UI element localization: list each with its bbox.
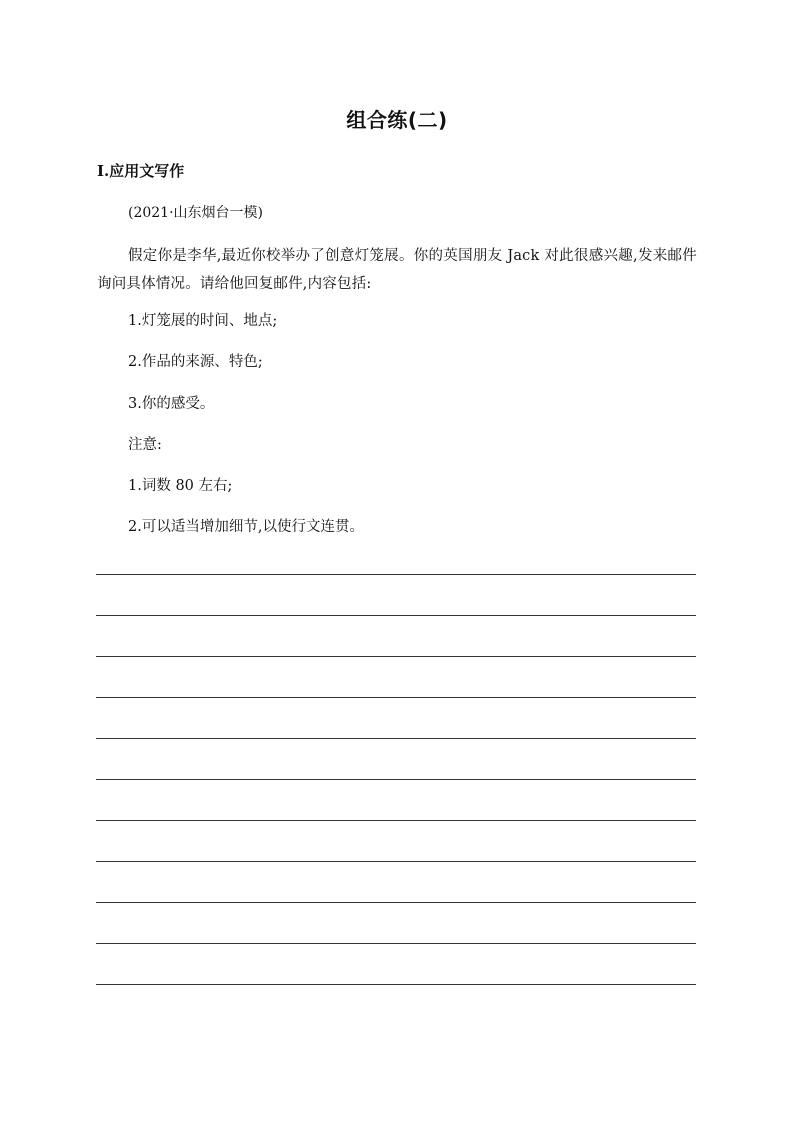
writing-line xyxy=(96,820,696,821)
page-title: 组合练(二) xyxy=(346,108,448,132)
writing-line xyxy=(96,902,696,903)
writing-line xyxy=(96,738,696,739)
content-point-3: 3.你的感受。 xyxy=(128,395,215,412)
writing-line xyxy=(96,943,696,944)
note-1: 1.词数 80 左右; xyxy=(128,478,233,495)
requirements-list xyxy=(128,310,364,558)
content-point-2: 2.作品的来源、特色; xyxy=(128,354,263,371)
answer-writing-area[interactable] xyxy=(96,574,696,986)
writing-line xyxy=(96,656,696,657)
writing-line xyxy=(96,984,696,985)
writing-line xyxy=(96,697,696,698)
writing-prompt: 假定你是李华,最近你校举办了创意灯笼展。你的英国朋友 Jack 对此很感兴趣,发来邮件询问具体情况。请给他回复邮件,内容包括: xyxy=(97,248,697,292)
question-source: (2021·山东烟台一模) xyxy=(128,205,264,221)
writing-line xyxy=(96,861,696,862)
section-heading: Ⅰ.应用文写作 xyxy=(97,162,185,180)
writing-line xyxy=(96,574,696,575)
note-2: 2.可以适当增加细节,以使行文连贯。 xyxy=(128,519,364,536)
notes-label: 注意: xyxy=(128,436,162,453)
content-point-1: 1.灯笼展的时间、地点; xyxy=(128,313,278,329)
writing-line xyxy=(96,779,696,780)
writing-line xyxy=(96,615,696,616)
